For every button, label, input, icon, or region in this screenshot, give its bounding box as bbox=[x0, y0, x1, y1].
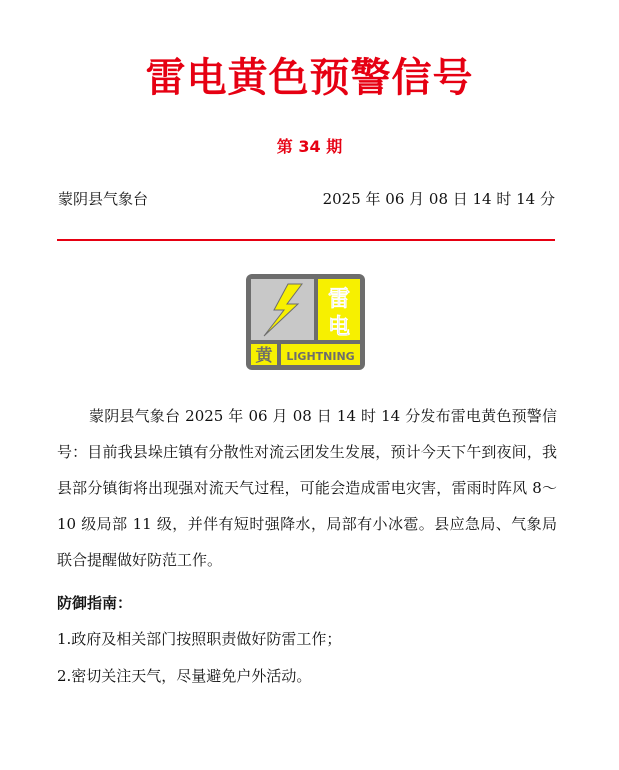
issue-datetime: 2025 年 06 月 08 日 14 时 14 分 bbox=[322, 190, 555, 208]
icon-color-char: 黄 bbox=[255, 346, 273, 366]
lightning-yellow-warning-icon bbox=[246, 274, 365, 370]
red-divider bbox=[57, 239, 555, 241]
warning-body-paragraph: 蒙阴县气象台 2025 年 06 月 08 日 14 时 14 分发布雷电黄色预警信号：目前我县垛庄镇有分散性对流云团发生发展，预计今天下午到夜间，我县部分镇街将出现强对流天气过程，可能会造成雷电灾害，雷雨时阵风 8～10 级局部 11 级，并伴有短时强降水，局部有小冰雹。县应急局、气象局联合提醒做好防范工作。 bbox=[57, 407, 557, 569]
warning-icon-container bbox=[246, 274, 365, 370]
defense-guide-item: 2.密切关注天气，尽量避免户外活动。 bbox=[57, 667, 312, 685]
icon-english-label: LIGHTNING bbox=[286, 350, 355, 363]
icon-char-bottom: 电 bbox=[327, 315, 351, 340]
page-title: 雷电黄色预警信号 bbox=[145, 55, 474, 101]
issuing-agency: 蒙阴县气象台 bbox=[58, 190, 149, 208]
issue-number: 第 34 期 bbox=[276, 137, 343, 156]
icon-char-top: 雷 bbox=[327, 287, 351, 312]
defense-guide-title: 防御指南： bbox=[57, 594, 133, 612]
defense-guide-item: 1.政府及相关部门按照职责做好防雷工作； bbox=[57, 630, 342, 648]
